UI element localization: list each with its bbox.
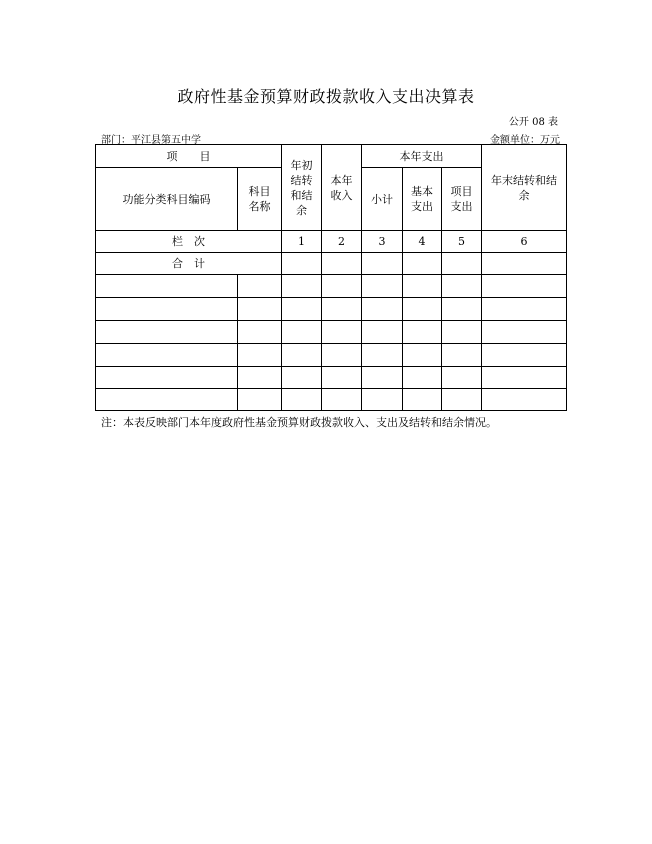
table-cell bbox=[362, 321, 403, 344]
table-row bbox=[96, 344, 567, 367]
table-cell bbox=[282, 253, 322, 275]
table-cell bbox=[322, 389, 362, 411]
table-cell bbox=[282, 321, 322, 344]
table-cell bbox=[282, 389, 322, 411]
table-cell bbox=[96, 389, 238, 411]
table-cell bbox=[482, 321, 567, 344]
footnote: 注：本表反映部门本年度政府性基金预算财政拨款收入、支出及结转和结余情况。 bbox=[101, 416, 497, 429]
table-row bbox=[96, 367, 567, 389]
table-cell bbox=[403, 275, 442, 298]
table-cell bbox=[362, 298, 403, 321]
table-cell bbox=[96, 298, 238, 321]
table-cell bbox=[362, 275, 403, 298]
table-cell bbox=[442, 344, 482, 367]
column-number-label: 栏 次 bbox=[96, 231, 282, 253]
department-label: 部门：平江县第五中学 bbox=[101, 135, 201, 146]
header-func-code: 功能分类科目编码 bbox=[96, 168, 238, 231]
table-cell bbox=[403, 298, 442, 321]
column-number: 4 bbox=[403, 231, 442, 253]
table-cell bbox=[322, 321, 362, 344]
table-cell bbox=[482, 298, 567, 321]
unit-label: 金额单位：万元 bbox=[490, 135, 560, 146]
table-cell bbox=[442, 298, 482, 321]
table-row bbox=[96, 275, 567, 298]
table-cell bbox=[322, 275, 362, 298]
table-cell bbox=[322, 344, 362, 367]
report-table bbox=[95, 144, 567, 411]
table-cell bbox=[362, 367, 403, 389]
header-subtotal: 小计 bbox=[362, 168, 403, 231]
table-cell bbox=[322, 253, 362, 275]
table-row bbox=[96, 298, 567, 321]
header-basic-expense: 基本 支出 bbox=[403, 168, 442, 231]
table-cell bbox=[403, 344, 442, 367]
table-cell bbox=[96, 275, 238, 298]
header-expense: 本年支出 bbox=[362, 145, 482, 168]
header-begin-balance: 年初 结转 和结 余 bbox=[282, 145, 322, 231]
header-project-expense: 项目 支出 bbox=[442, 168, 482, 231]
table-cell bbox=[362, 344, 403, 367]
table-cell bbox=[238, 321, 282, 344]
total-row bbox=[96, 253, 567, 275]
column-number: 1 bbox=[282, 231, 322, 253]
table-cell bbox=[322, 367, 362, 389]
column-number: 5 bbox=[442, 231, 482, 253]
table-cell bbox=[96, 367, 238, 389]
table-cell bbox=[482, 275, 567, 298]
column-number: 6 bbox=[482, 231, 567, 253]
column-number-row bbox=[96, 231, 567, 253]
table-cell bbox=[403, 253, 442, 275]
form-code: 公开 08 表 bbox=[508, 117, 558, 128]
table-cell bbox=[282, 367, 322, 389]
table-cell bbox=[482, 389, 567, 411]
table-cell bbox=[238, 367, 282, 389]
table-cell bbox=[238, 275, 282, 298]
table-cell bbox=[96, 344, 238, 367]
table-cell bbox=[96, 321, 238, 344]
table-cell bbox=[442, 367, 482, 389]
table-row bbox=[96, 389, 567, 411]
table-cell bbox=[403, 321, 442, 344]
table-cell bbox=[238, 344, 282, 367]
table-cell bbox=[362, 253, 403, 275]
header-subject-name: 科目 名称 bbox=[238, 168, 282, 231]
column-number: 3 bbox=[362, 231, 403, 253]
table-row bbox=[96, 321, 567, 344]
table-cell bbox=[282, 344, 322, 367]
total-label: 合 计 bbox=[96, 253, 282, 275]
table-cell bbox=[403, 367, 442, 389]
table-cell bbox=[238, 298, 282, 321]
table-cell bbox=[482, 253, 567, 275]
table-cell bbox=[482, 367, 567, 389]
table-cell bbox=[362, 389, 403, 411]
table-cell bbox=[282, 298, 322, 321]
table-cell bbox=[282, 275, 322, 298]
column-number: 2 bbox=[322, 231, 362, 253]
page-title: 政府性基金预算财政拨款收入支出决算表 bbox=[177, 87, 475, 106]
table-cell bbox=[238, 389, 282, 411]
table-cell bbox=[322, 298, 362, 321]
table-cell bbox=[442, 275, 482, 298]
table-cell bbox=[442, 389, 482, 411]
table-cell bbox=[482, 344, 567, 367]
table-cell bbox=[442, 321, 482, 344]
header-item: 项 目 bbox=[96, 145, 282, 168]
header-end-balance: 年末结转和结 余 bbox=[482, 145, 567, 231]
table-cell bbox=[442, 253, 482, 275]
table-cell bbox=[403, 389, 442, 411]
header-income: 本年 收入 bbox=[322, 145, 362, 231]
